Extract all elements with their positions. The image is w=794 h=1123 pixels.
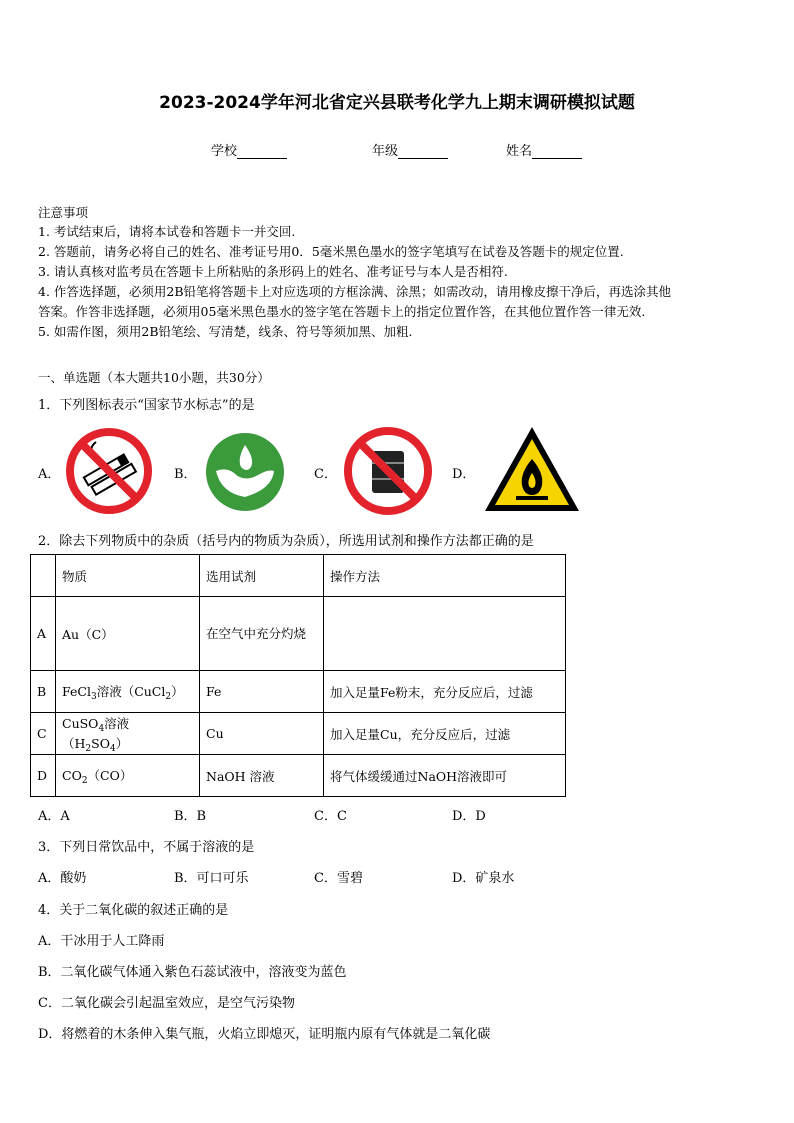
grade-label: 年级 bbox=[372, 144, 399, 159]
q3-option-a[interactable]: A．酸奶 bbox=[38, 871, 87, 886]
q4-option-d[interactable]: D．将燃着的木条伸入集气瓶，火焰立即熄灭，证明瓶内原有气体就是二氧化碳 bbox=[38, 1027, 491, 1042]
row-reagent: Cu bbox=[200, 713, 324, 755]
water-saving-icon bbox=[204, 431, 286, 513]
q3-option-d[interactable]: D．矿泉水 bbox=[452, 871, 515, 886]
name-label: 姓名 bbox=[506, 144, 533, 159]
q4-option-b[interactable]: B．二氧化碳气体通入紫色石蕊试液中，溶液变为蓝色 bbox=[38, 965, 347, 980]
q4-option-a[interactable]: A．干冰用于人工降雨 bbox=[38, 934, 165, 949]
q3-option-b[interactable]: B．可口可乐 bbox=[174, 871, 249, 886]
school-field[interactable] bbox=[211, 140, 287, 159]
question-2: 2．除去下列物质中的杂质（括号内的物质为杂质），所选用试剂和操作方法都正确的是 bbox=[38, 534, 534, 549]
option-label: B． bbox=[174, 467, 197, 482]
table-row bbox=[31, 597, 566, 671]
question-1: 1．下列图标表示“国家节水标志”的是 bbox=[38, 398, 255, 413]
table-row bbox=[31, 713, 566, 755]
notice-line: 答案。作答非选择题，必须用05毫米黑色墨水的签字笔在答题卡上的指定位置作答，在其他位置作答一律无效. bbox=[38, 304, 646, 319]
q2-option-d[interactable]: D．D bbox=[452, 809, 486, 824]
notice-line: 5. 如需作图，须用2B铅笔绘、写清楚，线条、符号等须加黑、加粗. bbox=[38, 324, 413, 339]
no-oil-drum-icon bbox=[342, 425, 434, 517]
option-label: D． bbox=[452, 467, 476, 482]
row-method: 加入足量Cu，充分反应后，过滤 bbox=[324, 713, 566, 755]
school-label: 学校 bbox=[211, 144, 238, 159]
flammable-warning-icon bbox=[482, 423, 582, 515]
option-label: C． bbox=[314, 467, 337, 482]
q2-option-c[interactable]: C．C bbox=[314, 809, 347, 824]
grade-field[interactable] bbox=[372, 140, 448, 159]
row-substance: $CO_2(CO)$ bbox=[56, 755, 200, 797]
q2-option-a[interactable]: A．A bbox=[38, 809, 70, 824]
row-letter: D bbox=[31, 755, 56, 797]
row-reagent: NaOH 溶液 bbox=[200, 755, 324, 797]
row-method: 将气体缓缓通过NaOH溶液即可 bbox=[324, 755, 566, 797]
row-reagent: Fe bbox=[200, 671, 324, 713]
notice-line: 2. 答题前，请务必将自己的姓名、准考证号用0．5毫米黑色墨水的签字笔填写在试卷及答题卡的规定位置. bbox=[38, 244, 624, 259]
table-header: 选用试剂 bbox=[200, 555, 324, 597]
notice-line: 1. 考试结束后，请将本试卷和答题卡一并交回. bbox=[38, 224, 296, 239]
row-letter: C bbox=[31, 713, 56, 755]
row-reagent: 在空气中充分灼烧 bbox=[200, 597, 324, 671]
name-field[interactable] bbox=[506, 140, 582, 159]
notice-line: 3. 请认真核对监考员在答题卡上所粘贴的条形码上的姓名、准考证号与本人是否相符. bbox=[38, 264, 508, 279]
notice-title: 注意事项 bbox=[38, 205, 89, 220]
notice-list bbox=[38, 222, 758, 342]
row-substance: Au（C） bbox=[56, 597, 200, 671]
page-title: 2023-2024学年河北省定兴县联考化学九上期末调研模拟试题 bbox=[159, 93, 635, 113]
no-smoking-icon bbox=[64, 426, 154, 516]
q3-option-c[interactable]: C．雪碧 bbox=[314, 871, 363, 886]
row-method: 加入足量Fe粉末，充分反应后，过滤 bbox=[324, 671, 566, 713]
row-method bbox=[324, 597, 566, 671]
row-letter: A bbox=[31, 597, 56, 671]
q2-option-b[interactable]: B．B bbox=[174, 809, 207, 824]
q2-table bbox=[30, 554, 566, 797]
section-heading: 一、单选题（本大题共10小题，共30分） bbox=[38, 370, 270, 385]
question-3: 3．下列日常饮品中，不属于溶液的是 bbox=[38, 840, 255, 855]
notice-line: 4. 作答选择题，必须用2B铅笔将答题卡上对应选项的方框涂满、涂黑；如需改动，请用橡皮擦干净后，再选涂其他 bbox=[38, 284, 672, 299]
row-substance: CuSO$_4$溶液$(H_2SO_4)$ bbox=[56, 713, 200, 755]
option-label: A． bbox=[38, 467, 61, 482]
row-letter: B bbox=[31, 671, 56, 713]
q4-option-c[interactable]: C．二氧化碳会引起温室效应，是空气污染物 bbox=[38, 996, 295, 1011]
table-row bbox=[31, 671, 566, 713]
table-header bbox=[31, 555, 56, 597]
row-substance: FeCl$_3$溶液（CuCl$_2$） bbox=[56, 671, 200, 713]
table-header: 操作方法 bbox=[324, 555, 566, 597]
table-header: 物质 bbox=[56, 555, 200, 597]
question-4: 4．关于二氧化碳的叙述正确的是 bbox=[38, 903, 229, 918]
table-row bbox=[31, 755, 566, 797]
table-header-row bbox=[31, 555, 566, 597]
